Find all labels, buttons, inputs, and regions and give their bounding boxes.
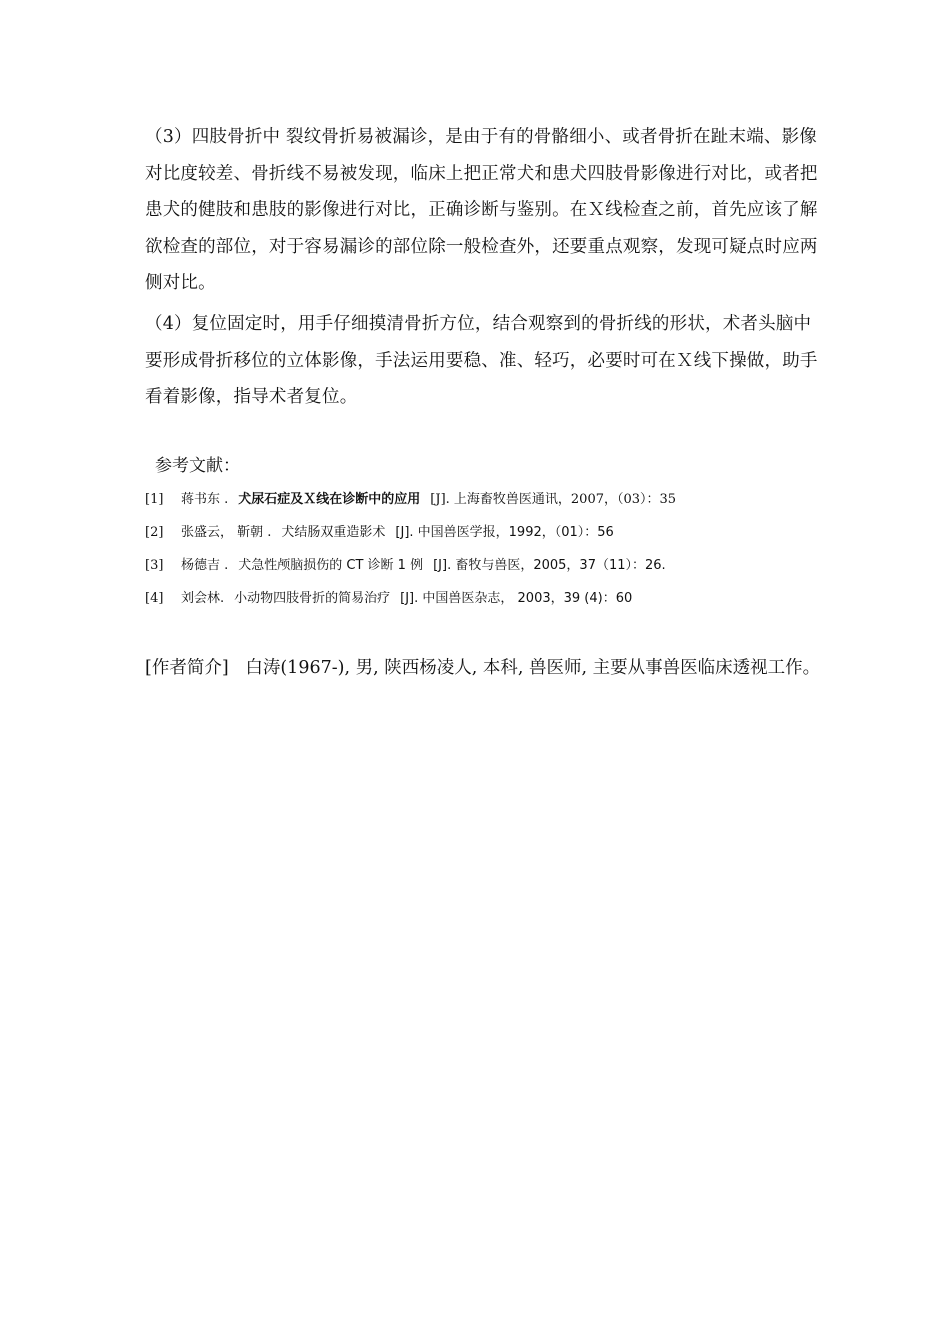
reference-item <box>145 552 845 585</box>
reference-title: 小动物四肢骨折的简易治疗 <box>234 591 391 606</box>
reference-title: 犬尿石症及Ｘ线在诊断中的应用 <box>238 492 421 507</box>
reference-item <box>145 519 845 552</box>
reference-source: [J]. 畜牧与兽医，2005，37（11）：26. <box>433 558 666 573</box>
reference-author: 杨德吉 . <box>181 558 229 573</box>
paragraph-4: （4）复位固定时，用手仔细摸清骨折方位，结合观察到的骨折线的形状，术者头脑中要形成骨折移位的立体影像，手法运用要稳、准、轻巧，必要时可在Ｘ线下操做，助手看着影像，指导术者复位。 <box>145 314 818 407</box>
author-bio-label: [作者简介] <box>145 658 229 678</box>
reference-title: 犬结肠双重造影术 <box>281 525 386 540</box>
reference-author: 蒋书东 . <box>181 492 229 507</box>
reference-number: [1] <box>145 492 164 507</box>
references-list <box>145 486 845 618</box>
reference-number: [2] <box>145 525 164 540</box>
reference-title: 犬急性颅脑损伤的 CT 诊断 1 例 <box>238 558 424 573</box>
reference-source: [J]. 上海畜牧兽医通讯，2007，（03）：35 <box>430 492 677 507</box>
reference-item <box>145 585 845 618</box>
author-bio <box>145 650 825 686</box>
reference-source: [J]. 中国兽医杂志， 2003，39 (4)：60 <box>400 591 633 606</box>
reference-source: [J]. 中国兽医学报，1992，（01）：56 <box>395 525 614 540</box>
author-bio-text: 白涛(1967-), 男, 陕西杨凌人, 本科, 兽医师, 主要从事兽医临床透视工作。 <box>245 658 821 678</box>
references-heading: 参考文献： <box>155 456 240 476</box>
reference-number: [3] <box>145 558 164 573</box>
reference-item <box>145 486 845 519</box>
reference-author: 张盛云， 靳朝 . <box>181 525 272 540</box>
paragraph-3: （3）四肢骨折中 裂纹骨折易被漏诊，是由于有的骨骼细小、或者骨折在趾末端、影像对比度较差、骨折线不易被发现，临床上把正常犬和患犬四肢骨影像进行对比，或者把患犬的健肢和患肢的影像进行对比，正确诊断与鉴别。在Ｘ线检查之前，首先应该了解欲检查的部位，对于容易漏诊的部位除一般检查外，还要重点观察，发现可疑点时应两侧对比。 <box>145 127 818 293</box>
reference-author: 刘会林. <box>181 591 225 606</box>
reference-number: [4] <box>145 591 164 606</box>
